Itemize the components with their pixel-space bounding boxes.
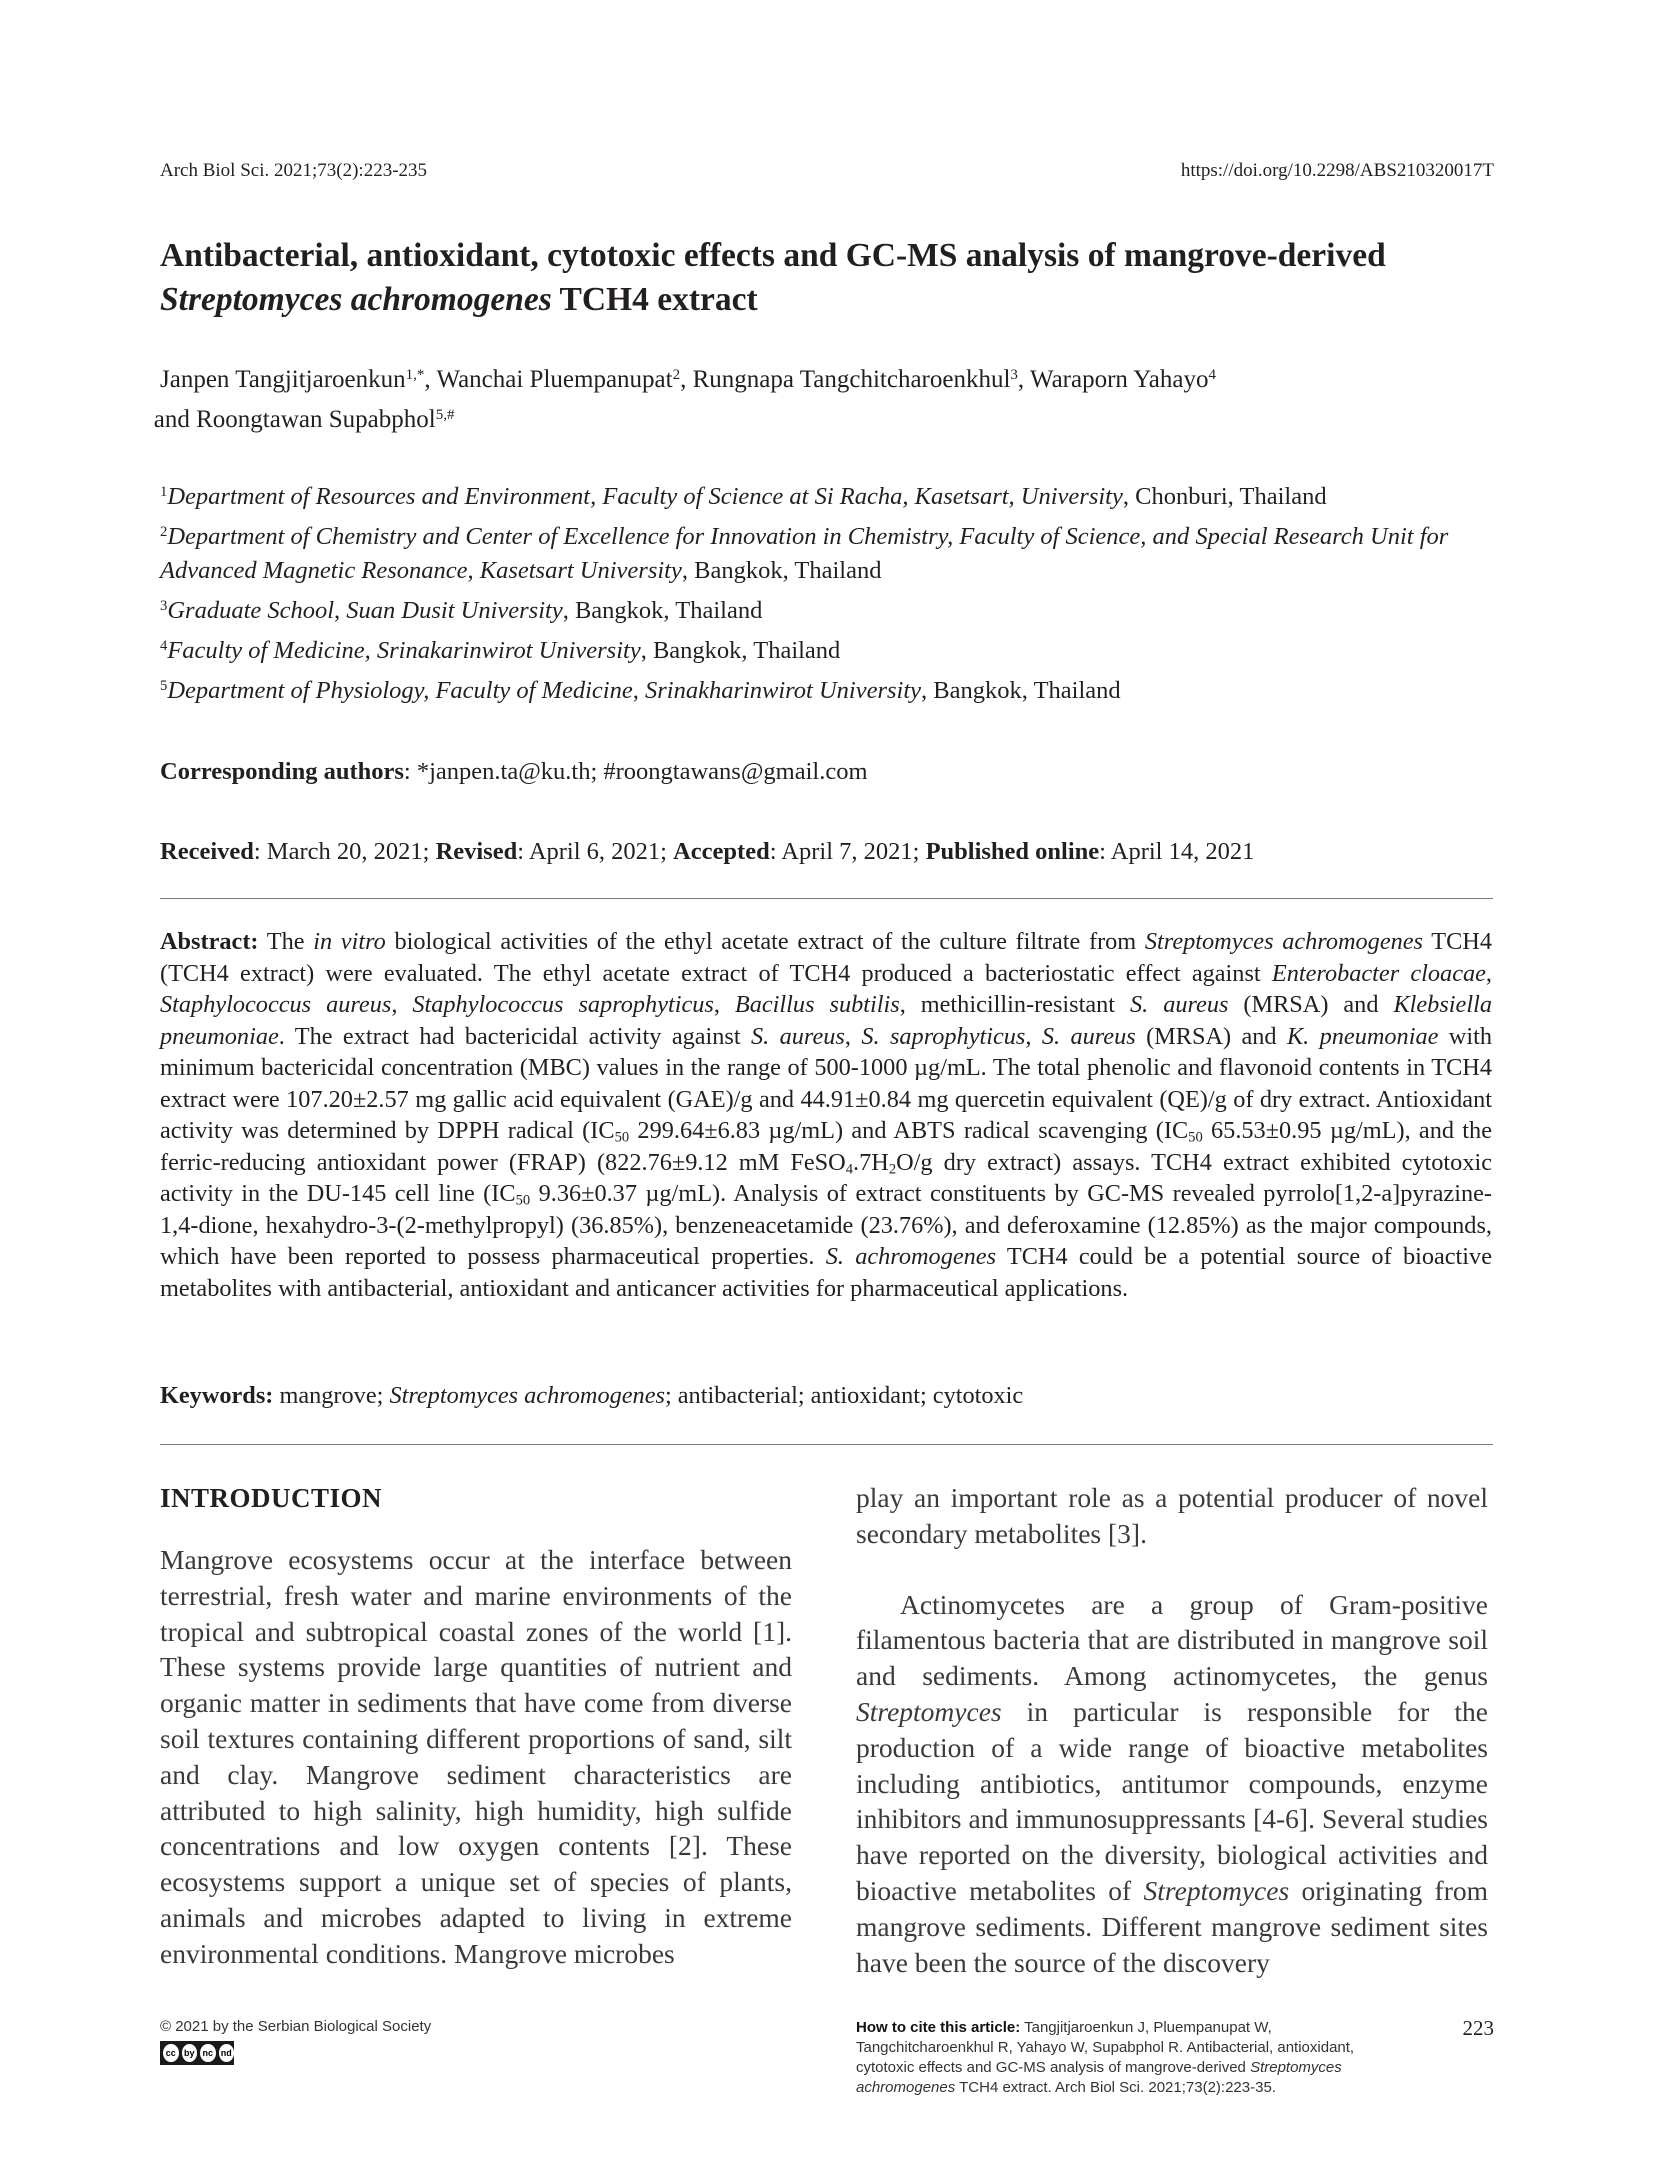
body-column-left bbox=[160, 1542, 792, 1972]
nd-icon: nd bbox=[219, 2044, 235, 2062]
creative-commons-license-icon[interactable] bbox=[160, 2041, 234, 2065]
corresponding-emails[interactable]: : *janpen.ta@ku.th; #roongtawans@gmail.com bbox=[403, 758, 868, 785]
abstract-italic: S. aureus bbox=[1130, 991, 1229, 1018]
keywords-italic: Streptomyces achromogenes bbox=[389, 1382, 665, 1409]
body-paragraph bbox=[856, 1587, 1488, 1981]
keywords-text: mangrove; bbox=[273, 1382, 390, 1409]
author-name: Rungnapa Tangchitcharoenkhul bbox=[692, 366, 1011, 393]
abstract-text: O/g dry extract) assays. TCH4 extract exhibited cytotoxic activity in the DU-145 cell line (IC bbox=[160, 1148, 1493, 1207]
author-affiliation-mark: 2 bbox=[672, 366, 681, 383]
accepted-date: : April 7, 2021; bbox=[769, 838, 926, 865]
keywords-label: Keywords: bbox=[160, 1382, 274, 1409]
affiliation-location: , Chonburi, Thailand bbox=[1122, 483, 1327, 510]
how-to-cite bbox=[856, 2018, 1376, 2098]
affiliation-number: 5 bbox=[160, 677, 168, 694]
divider bbox=[160, 898, 1493, 899]
abstract-italic: Klebsiella pneumoniae bbox=[160, 991, 1492, 1050]
affiliation-institution: Department of Physiology, Faculty of Medicine, Srinakharinwirot University bbox=[167, 677, 922, 704]
abstract-label: Abstract: bbox=[160, 928, 259, 955]
cite-label: How to cite this article: bbox=[856, 2019, 1021, 2036]
abstract-text: biological activities of the ethyl acetate extract of the culture filtrate from bbox=[385, 928, 1145, 955]
abstract-italic: in vitro bbox=[313, 928, 386, 955]
publication-dates bbox=[160, 838, 1254, 866]
abstract-subscript: 50 bbox=[1188, 1129, 1203, 1146]
abstract-subscript: 2 bbox=[888, 1161, 897, 1178]
copyright-notice: © 2021 by the Serbian Biological Society bbox=[160, 2018, 432, 2035]
cite-italic: Streptomyces achromogenes bbox=[856, 2059, 1342, 2096]
abstract-italic: S. achromogenes bbox=[825, 1243, 997, 1270]
affiliation-institution: Faculty of Medicine, Srinakarinwirot University bbox=[167, 637, 641, 664]
affiliation-3 bbox=[160, 594, 1500, 628]
affiliation-5 bbox=[160, 674, 1500, 708]
abstract-italic: Enterobacter cloacae bbox=[1271, 959, 1486, 987]
affiliation-location: , Bangkok, Thailand bbox=[681, 557, 882, 584]
revised-label: Revised bbox=[435, 838, 518, 865]
abstract bbox=[160, 926, 1492, 1304]
abstract-text: The bbox=[258, 928, 314, 955]
accepted-label: Accepted bbox=[673, 838, 770, 865]
abstract-italic: S. saprophyticus bbox=[861, 1022, 1026, 1050]
affiliation-institution: Department of Resources and Environment, Faculty of Science at Si Racha, Kasetsart, University bbox=[167, 483, 1123, 510]
affiliation-institution: Department of Chemistry and Center of Excellence for Innovation in Chemistry, Faculty of Science, and Special Research Unit for Advanced Magnetic Resonance, Kasetsart University bbox=[160, 523, 1449, 584]
body-text: originating from mangrove sediments. Different mangrove sediment sites have been the source of the discovery bbox=[856, 1874, 1488, 1978]
affiliation-1 bbox=[160, 480, 1500, 514]
affiliation-number: 3 bbox=[160, 597, 168, 614]
body-paragraph: play an important role as a potential producer of novel secondary metabolites [3]. bbox=[856, 1482, 1488, 1549]
author-affiliation-mark: 1,* bbox=[405, 366, 425, 383]
published-date: : April 14, 2021 bbox=[1099, 838, 1255, 865]
abstract-text: TCH4 (TCH4 extract) were evaluated. The ethyl acetate extract of TCH4 produced a bacteriostatic effect against bbox=[160, 928, 1492, 987]
abstract-text: , bbox=[1025, 1022, 1042, 1050]
abstract-italic: Bacillus subtilis bbox=[734, 991, 900, 1018]
body-italic: Streptomyces bbox=[1143, 1874, 1290, 1906]
abstract-subscript: 50 bbox=[515, 1192, 531, 1209]
body-text: Actinomycetes are a group of Gram-positive filamentous bacteria that are distributed in mangrove soil and sediments. Among actinomycetes, the genus bbox=[856, 1588, 1488, 1692]
author-separator: , bbox=[1017, 366, 1030, 393]
abstract-italic: Streptomyces achromogenes bbox=[1144, 928, 1424, 955]
abstract-subscript: 4 bbox=[845, 1161, 854, 1178]
author-name: Wanchai Pluempanupat bbox=[436, 366, 673, 393]
affiliation-location: , Bangkok, Thailand bbox=[562, 597, 763, 624]
nc-icon: nc bbox=[200, 2044, 216, 2062]
section-heading: INTRODUCTION bbox=[160, 1483, 383, 1513]
abstract-text: (MRSA) and bbox=[1135, 1022, 1287, 1050]
title-species: Streptomyces achromogenes bbox=[160, 281, 552, 318]
abstract-subscript: 50 bbox=[614, 1129, 630, 1146]
abstract-italic: Staphylococcus aureus bbox=[160, 991, 392, 1018]
abstract-italic: K. pneumoniae bbox=[1286, 1022, 1439, 1050]
affiliation-number: 1 bbox=[160, 483, 168, 500]
affiliation-location: , Bangkok, Thailand bbox=[640, 637, 841, 664]
cite-text: TCH4 extract. Arch Biol Sci. 2021;73(2):223-35. bbox=[955, 2079, 1276, 2096]
affiliation-2 bbox=[160, 520, 1500, 588]
author-list bbox=[153, 360, 1500, 440]
abstract-text: , bbox=[1485, 959, 1492, 987]
abstract-text: with minimum bactericidal concentration (MBC) values in the range of 500-1000 µg/mL. The total phenolic and flavonoid contents in TCH4 extract were 107.20±2.57 mg gallic acid equivalent (GAE)/g and 44.91±0.84 mg quercetin equivalent (QE)/g of dry extract. Antioxidant activity was determined by DPPH radical (IC bbox=[160, 1022, 1492, 1144]
abstract-text: .7H bbox=[853, 1148, 889, 1176]
author-separator: and bbox=[153, 406, 197, 433]
page-number: 223 bbox=[1462, 2016, 1494, 2040]
abstract-text: , bbox=[844, 1022, 862, 1050]
received-date: : March 20, 2021; bbox=[253, 838, 436, 865]
abstract-italic: Staphylococcus saprophyticus bbox=[412, 991, 714, 1018]
affiliation-4 bbox=[160, 634, 1500, 668]
received-label: Received bbox=[160, 838, 254, 865]
cite-text: Tangjitjaroenkun J, Pluempanupat W, Tangchitcharoenkhul R, Yahayo W, Supabphol R. Antibacterial, antioxidant, cytotoxic effects and GC-MS analysis of mangrove-derived bbox=[856, 2019, 1355, 2076]
author-affiliation-mark: 5,# bbox=[435, 406, 455, 423]
abstract-text: (MRSA) and bbox=[1228, 991, 1394, 1018]
abstract-italic: S. aureus bbox=[751, 1022, 845, 1050]
body-paragraph: Mangrove ecosystems occur at the interface between terrestrial, fresh water and marine environments of the tropical and subtropical coastal zones of the world [1]. These systems provide large quantities of nutrient and organic matter in sediments that have come from diverse soil textures containing different proportions of sand, silt and clay. Mangrove sediment characteristics are attributed to high salinity, high humidity, high sulfide concentrations and low oxygen contents [2]. These ecosystems support a unique set of species of plants, animals and microbes adapted to living in extreme environmental conditions. Mangrove microbes bbox=[160, 1544, 792, 1969]
author-affiliation-mark: 4 bbox=[1208, 366, 1216, 383]
journal-citation: Arch Biol Sci. 2021;73(2):223-235 bbox=[160, 160, 428, 181]
author-separator: , bbox=[680, 366, 693, 393]
abstract-text: , bbox=[391, 991, 413, 1018]
body-column-right bbox=[856, 1480, 1488, 1980]
body-text: in particular is responsible for the production of a wide range of bioactive metabolites including antibiotics, antitumor compounds, enzyme inhibitors and immunosuppressants [4-6]. Several studies have reported on the diversity, biological activities and bioactive metabolites of bbox=[856, 1695, 1488, 1906]
corresponding-authors bbox=[160, 758, 868, 786]
abstract-text: 9.36±0.37 µg/mL). Analysis of extract constituents by GC-MS revealed pyrrolo[1,2-a]pyrazine-1,4-dione, hexahydro-3-(2-methylpropyl) (36.85%), benzeneacetamide (23.76%), and deferoxamine (12.85%) as the major compounds, which have been reported to possess pharmaceutical properties. bbox=[160, 1180, 1492, 1270]
by-icon: by bbox=[182, 2044, 198, 2062]
title-line2: TCH4 extract bbox=[551, 281, 758, 318]
author-affiliation-mark: 3 bbox=[1010, 366, 1018, 383]
abstract-text: , bbox=[713, 991, 735, 1018]
abstract-text: TCH4 could be a potential source of bioactive metabolites with antibacterial, antioxidant and anticancer activities for pharmaceutical applications. bbox=[160, 1243, 1492, 1302]
keywords-text: ; antibacterial; antioxidant; cytotoxic bbox=[664, 1382, 1024, 1409]
abstract-text: 65.53±0.95 µg/mL), and the ferric-reducing antioxidant power (FRAP) (822.76±9.12 mM FeSO bbox=[160, 1117, 1492, 1176]
affiliation-location: , Bangkok, Thailand bbox=[921, 677, 1121, 704]
corresponding-label: Corresponding authors bbox=[160, 758, 404, 785]
abstract-text: , methicillin-resistant bbox=[899, 991, 1131, 1018]
affiliation-institution: Graduate School, Suan Dusit University bbox=[167, 597, 563, 624]
affiliation-number: 2 bbox=[160, 523, 168, 540]
author-name: Waraporn Yahayo bbox=[1029, 366, 1209, 393]
abstract-text: 299.64±6.83 µg/mL) and ABTS radical scavenging (IC bbox=[629, 1117, 1189, 1144]
cc-icon: cc bbox=[163, 2044, 179, 2062]
abstract-italic: S. aureus bbox=[1041, 1022, 1136, 1050]
article-title bbox=[160, 234, 1500, 322]
author-name: Roongtawan Supabphol bbox=[196, 406, 436, 433]
author-name: Janpen Tangjitjaroenkun bbox=[160, 366, 406, 393]
affiliation-number: 4 bbox=[160, 637, 168, 654]
abstract-text: . The extract had bactericidal activity against bbox=[278, 1022, 752, 1050]
author-separator: , bbox=[424, 366, 437, 393]
title-line1: Antibacterial, antioxidant, cytotoxic effects and GC-MS analysis of mangrove-derived bbox=[160, 237, 1386, 274]
body-italic: Streptomyces bbox=[856, 1695, 1002, 1727]
revised-date: : April 6, 2021; bbox=[517, 838, 674, 865]
doi-link[interactable]: https://doi.org/10.2298/ABS210320017T bbox=[1180, 160, 1494, 181]
published-label: Published online bbox=[925, 838, 1100, 865]
divider bbox=[160, 1444, 1493, 1445]
keywords bbox=[160, 1382, 1023, 1410]
